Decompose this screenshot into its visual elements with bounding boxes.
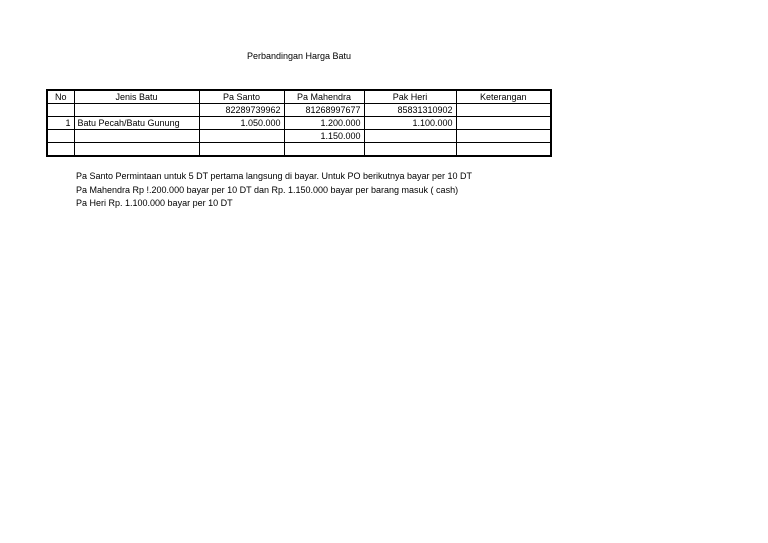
header-pa-mahendra: Pa Mahendra	[284, 90, 364, 104]
table-header-row	[47, 90, 551, 104]
cell[interactable]	[364, 143, 456, 157]
price-cell[interactable]: 1.150.000	[284, 130, 364, 143]
table-row	[47, 130, 551, 143]
header-pak-heri: Pak Heri	[364, 90, 456, 104]
header-keterangan: Keterangan	[456, 90, 551, 104]
cell[interactable]	[74, 104, 199, 117]
header-jenis-batu: Jenis Batu	[74, 90, 199, 104]
note-line: Pa Heri Rp. 1.100.000 bayar per 10 DT	[76, 198, 233, 208]
sheet-title: Perbandingan Harga Batu	[246, 51, 352, 61]
cell[interactable]	[74, 143, 199, 157]
table-row	[47, 117, 551, 130]
cell[interactable]: 1	[47, 117, 74, 130]
cell[interactable]	[47, 130, 74, 143]
cell[interactable]	[47, 143, 74, 157]
header-no: No	[47, 90, 74, 104]
price-comparison-table	[46, 89, 552, 157]
phone-cell[interactable]: 85831310902	[364, 104, 456, 117]
header-pa-santo: Pa Santo	[199, 90, 284, 104]
cell[interactable]	[456, 104, 551, 117]
price-cell[interactable]	[364, 130, 456, 143]
price-cell[interactable]: 1.100.000	[364, 117, 456, 130]
note-line: Pa Mahendra Rp !.200.000 bayar per 10 DT dan Rp. 1.150.000 bayar per barang masuk ( cash)	[76, 184, 459, 195]
cell[interactable]	[456, 117, 551, 130]
price-cell[interactable]: 1.200.000	[284, 117, 364, 130]
phone-cell[interactable]: 81268997677	[284, 104, 364, 117]
cell[interactable]	[74, 130, 199, 143]
table-row	[47, 104, 551, 117]
cell[interactable]	[456, 143, 551, 157]
cell[interactable]: Batu Pecah/Batu Gunung	[74, 117, 199, 130]
cell[interactable]	[284, 143, 364, 157]
note-line: Pa Santo Permintaan untuk 5 DT pertama langsung di bayar. Untuk PO berikutnya bayar per 10 DT	[76, 171, 473, 181]
cell[interactable]	[47, 104, 74, 117]
phone-cell[interactable]: 82289739962	[199, 104, 284, 117]
cell[interactable]	[199, 143, 284, 157]
price-cell[interactable]	[199, 130, 284, 143]
cell[interactable]	[456, 130, 551, 143]
price-cell[interactable]: 1.050.000	[199, 117, 284, 130]
notes-block	[76, 170, 472, 211]
table-row	[47, 143, 551, 157]
